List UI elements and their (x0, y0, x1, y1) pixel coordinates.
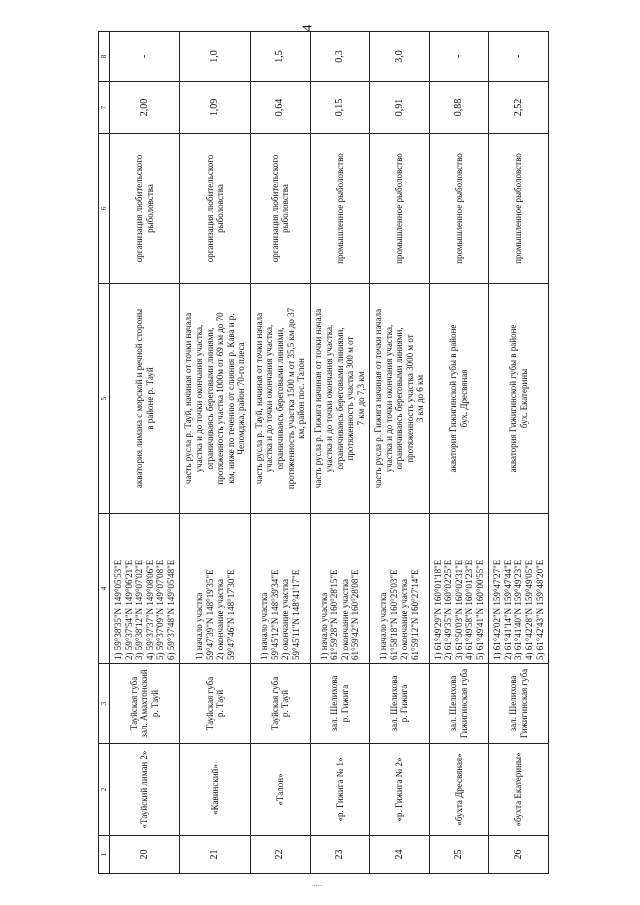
col-number: 6 (99, 134, 110, 284)
table-row (110, 32, 180, 874)
row-number: 25 (429, 836, 489, 874)
area-description-line: часть русла р. Тауй, начиная от точки начала (253, 312, 264, 485)
row-number: 24 (370, 836, 430, 874)
table-row (310, 32, 370, 874)
area-location (180, 664, 250, 744)
area-depth: 1,0 (180, 32, 250, 82)
area-description-line: ограничиваясь береговыми линиями, (394, 327, 405, 470)
area-coordinates-line: 5) 61°49'41"N 160°00'55"E (474, 559, 485, 660)
area-depth: - (429, 32, 489, 82)
area-coordinates-line: 4) 61°42'28"N 159°49'05"E (523, 559, 534, 660)
area-location-line: зал. Амахтонский (139, 669, 150, 738)
area-size: 2,52 (489, 82, 549, 134)
area-description (489, 284, 549, 514)
area-size: 0,88 (429, 82, 489, 134)
table-row (370, 32, 430, 874)
area-coordinates-line: 2) окончание участка (399, 578, 410, 660)
area-description-line: часть русла р. Гижига начиная от точки начала (372, 308, 383, 489)
area-purpose-line: рыболовства (215, 184, 226, 233)
area-name: «р. Гижига № 2» (370, 744, 430, 836)
area-purpose (250, 134, 310, 284)
area-depth: 3,0 (370, 32, 430, 82)
area-purpose (429, 134, 489, 284)
area-name: «р. Гижига № 1» (310, 744, 370, 836)
area-depth: - (489, 32, 549, 82)
area-coordinates-line: 59°47'39"N 148°19'35"E (204, 569, 215, 660)
area-size: 0,91 (370, 82, 430, 134)
area-description-line: акватория Гижигинской губы в районе (448, 324, 459, 473)
area-coordinates-line: 2) окончание участка (280, 578, 291, 660)
page-number: 4 (300, 24, 316, 32)
area-location (370, 664, 430, 744)
col-number: 1 (99, 836, 110, 874)
area-location (110, 664, 180, 744)
area-description-line: Челомджа, район 70-го плеса (236, 342, 247, 455)
col-number: 7 (99, 82, 110, 134)
area-location-line: зал. Шелихова (388, 675, 399, 732)
area-description-line: бух. Дресвяная (459, 369, 470, 428)
area-purpose-line: организация любительского (204, 154, 215, 263)
area-coordinates-line: 4) 59°37'37"N 149°08'06"E (144, 559, 155, 660)
area-coordinates-line: 1) начало участка (318, 592, 329, 660)
table-body (110, 32, 549, 874)
area-location (489, 664, 549, 744)
area-description-line: км, район пос. Талон (296, 358, 307, 439)
area-location-line: Тауйская губа (204, 676, 215, 731)
area-coordinates (110, 514, 180, 664)
area-description-line: ограничиваясь береговыми линиями, (334, 327, 345, 470)
area-coordinates (489, 514, 549, 664)
area-purpose-line: промышленное рыболовство (453, 153, 464, 264)
area-size: 0,15 (310, 82, 370, 134)
area-coordinates-line: 59°45'11"N 148°41'17"E (290, 569, 301, 660)
area-purpose (489, 134, 549, 284)
col-number: 4 (99, 514, 110, 664)
col-number: 2 (99, 744, 110, 836)
area-coordinates (370, 514, 430, 664)
area-description-line: протяженность участка 1500 м от 35,5 км до 37 (285, 307, 296, 490)
area-location-line: Гижигинская губа (518, 668, 529, 739)
area-description-line: участка и до точки окончания участка, (194, 324, 204, 473)
area-coordinates-line: 2) окончание участка (339, 578, 350, 660)
area-coordinates-line: 5) 61°42'43"N 159°48'20"E (534, 559, 545, 660)
area-description-line: акватория лимана с морской и речной стороны (134, 308, 145, 489)
area-description-line: ограничиваясь береговыми линиями, (274, 327, 285, 470)
area-coordinates-line: 1) начало участка (259, 592, 270, 660)
area-description-line: акватория Гижигинской губы в районе (508, 324, 519, 473)
area-coordinates (180, 514, 250, 664)
area-coordinates-line: 3) 61°41'40"N 159°49'23"E (513, 559, 524, 660)
area-location-line: р. Тауй (215, 689, 226, 718)
rotated-table-wrapper (98, 32, 549, 874)
area-purpose-line: рыболовства (144, 184, 155, 233)
area-description-line: участка и до точки окончания участка, (323, 324, 334, 473)
area-description-line: 7 км до 7,3 км (355, 371, 366, 426)
area-location-line: р. Тауй (280, 689, 291, 718)
area-coordinates-line: 3) 61°50'03"N 160°02'31"E (453, 559, 464, 660)
table-row (250, 32, 310, 874)
area-description (110, 284, 180, 514)
row-number: 20 (110, 836, 180, 874)
area-description-line: км, ниже по течению от слияния р. Кава и р. (225, 313, 236, 484)
area-description-line: протяженность участка 1000м от 69 км до 70 (215, 312, 226, 485)
area-description (370, 284, 430, 514)
area-coordinates (310, 514, 370, 664)
rotated-table-container (98, 32, 549, 874)
area-location (310, 664, 370, 744)
area-purpose-line: промышленное рыболовство (334, 153, 345, 264)
area-coordinates-line: 59°47'46"N 148°17'30"E (225, 569, 236, 660)
area-coordinates-line: 1) 61°49'29"N 160°01'18"E (432, 559, 443, 660)
area-coordinates-line: 61°59'28"N 160°28'15"E (329, 569, 340, 660)
table-row (180, 32, 250, 874)
area-depth: - (110, 32, 180, 82)
area-coordinates (429, 514, 489, 664)
row-number: 26 (489, 836, 549, 874)
table-row (429, 32, 489, 874)
area-coordinates-line: 1) начало участка (378, 592, 389, 660)
area-coordinates-line: 2) окончание участка (215, 578, 226, 660)
area-purpose-line: рыболовства (280, 184, 291, 233)
area-coordinates-line: 1) 61°42'02"N 159°47'27"E (492, 559, 503, 660)
area-description-line: протяженность участка 300 м от (345, 336, 356, 461)
area-description (180, 284, 250, 514)
area-coordinates (250, 514, 310, 664)
area-description-line: бух. Екатерины (518, 368, 529, 429)
col-number: 5 (99, 284, 110, 514)
area-location-line: Тауйская губа (128, 676, 139, 731)
area-description-line: участка и до точки окончания участка, (264, 324, 275, 473)
area-location-line: зал. Шелихова (329, 675, 340, 732)
area-location-line: зал. Шелихова (508, 675, 519, 732)
footer-mark: ...... (312, 880, 323, 888)
area-coordinates-line: 5) 59°37'09"N 149°07'08"E (155, 559, 166, 660)
row-number: 21 (180, 836, 250, 874)
fishing-areas-table (98, 31, 549, 874)
area-size: 2,00 (110, 82, 180, 134)
area-depth: 1,5 (250, 32, 310, 82)
area-coordinates-line: 61°59'42"N 160°28'08"E (350, 569, 361, 660)
area-description-line: 3 км до 6 км (415, 374, 426, 423)
area-location-line: Тауйская губа (269, 676, 280, 731)
area-description-line: часть русла р. Гижига начиная от точки начала (313, 308, 324, 489)
table-row (489, 32, 549, 874)
row-number: 22 (250, 836, 310, 874)
area-coordinates-line: 1) начало участка (194, 592, 204, 660)
area-purpose-line: промышленное рыболовство (394, 153, 405, 264)
area-location-line: р. Гижига (399, 684, 410, 723)
row-number: 23 (310, 836, 370, 874)
area-description (250, 284, 310, 514)
area-coordinates-line: 4) 61°49'58"N 160°01'23"E (464, 559, 475, 660)
area-description (429, 284, 489, 514)
area-name: «бухта Дресвяная» (429, 744, 489, 836)
area-location (429, 664, 489, 744)
area-purpose (180, 134, 250, 284)
area-coordinates-line: 2) 61°49'35"N 160°02'25"E (443, 559, 454, 660)
area-purpose-line: организация любительского (269, 154, 280, 263)
area-depth: 0,3 (310, 32, 370, 82)
area-size: 1,09 (180, 82, 250, 134)
area-purpose (310, 134, 370, 284)
col-number: 8 (99, 32, 110, 82)
area-coordinates-line: 3) 59°38'12"N 149°07'02"E (134, 559, 145, 660)
area-size: 0,64 (250, 82, 310, 134)
area-coordinates-line: 61°58'18"N 160°25'03"E (388, 569, 399, 660)
area-purpose-line: организация любительского (134, 154, 145, 263)
area-location-line: зал. Шелихова (448, 675, 459, 732)
area-coordinates-line: 1) 59°38'35"N 149°05'53"E (112, 559, 123, 660)
area-purpose-line: промышленное рыболовство (513, 153, 524, 264)
area-coordinates-line: 59°45'12"N 148°39'34"E (269, 569, 280, 660)
area-description-line: ограничиваясь береговыми линиями, (204, 327, 215, 470)
area-description-line: часть русла р. Тауй, начиная от точки начала (183, 312, 194, 485)
area-name: «Тауйский лиман 2» (110, 744, 180, 836)
col-number: 3 (99, 664, 110, 744)
area-location-line: р. Гижига (339, 684, 350, 723)
area-coordinates-line: 6) 59°37'48"N 149°05'48"E (165, 559, 176, 660)
area-description (310, 284, 370, 514)
area-location (250, 664, 310, 744)
area-description-line: протяженность участка 3000 м от (404, 334, 415, 463)
area-name: «Талон» (250, 744, 310, 836)
area-coordinates-line: 2) 61°41'14"N 159°47'44"E (502, 559, 513, 660)
area-location-line: Гижигинская губа (459, 668, 470, 739)
area-coordinates-line: 2) 59°37'54"N 149°06'21"E (123, 559, 134, 660)
area-purpose (370, 134, 430, 284)
area-description-line: в районе р. Тауй (144, 367, 155, 430)
column-numbers-row (99, 32, 110, 874)
area-coordinates-line: 61°59'12"N 160°27'14"E (410, 569, 421, 660)
area-location-line: р. Тауй (150, 689, 161, 718)
area-name: «бухта Екатерины» (489, 744, 549, 836)
area-purpose (110, 134, 180, 284)
area-name: «Кавинский» (180, 744, 250, 836)
area-description-line: участка и до точки окончания участка, (383, 324, 394, 473)
